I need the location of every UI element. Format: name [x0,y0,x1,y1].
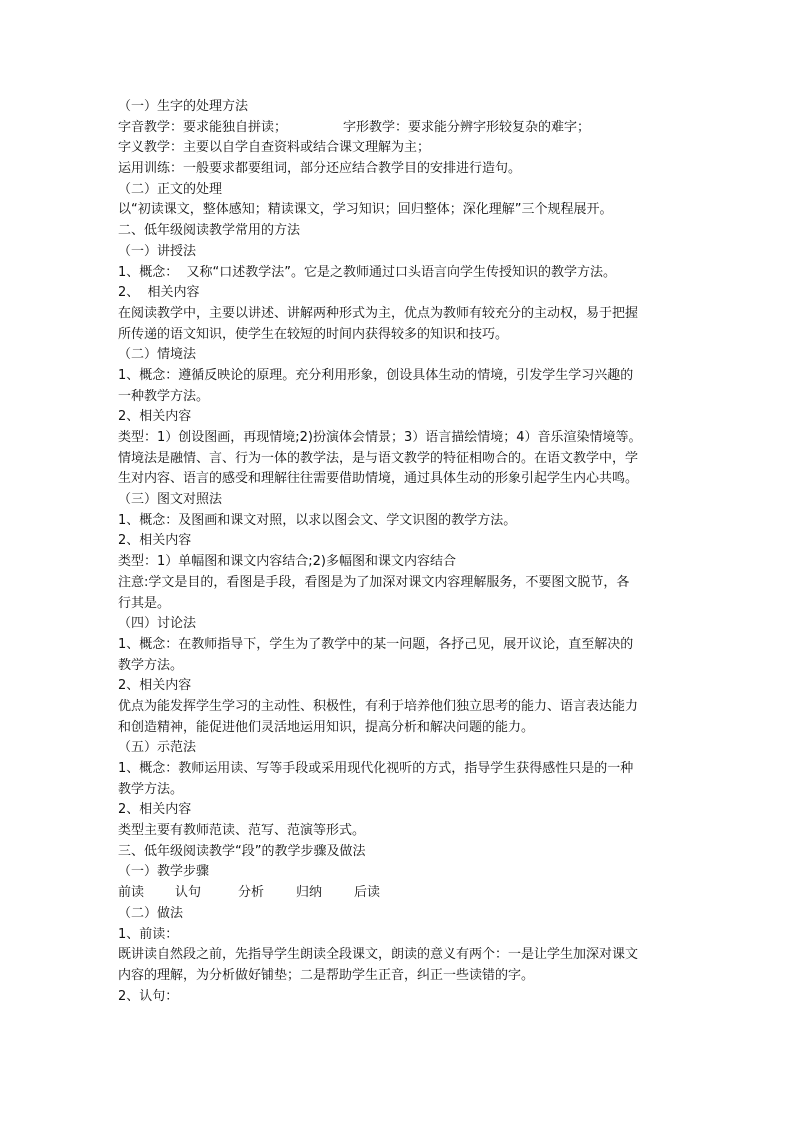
section-heading: （五）示范法 [118,740,197,756]
subheading: 2、 相关内容 [118,285,200,301]
section-heading: （四）讨论法 [118,616,197,632]
section-heading: （三）图文对照法 [118,492,223,508]
text-line: 一种教学方法。 [118,388,210,404]
text-line: 以“初读课文，整体感知；精读课文，学习知识；回归整体；深化理解”三个规程展开。 [118,202,613,218]
chapter-heading: 三、低年级阅读教学“段”的教学步骤及做法 [118,843,366,859]
step-item: 前读 [118,885,145,901]
subheading: 2、相关内容 [118,533,192,549]
step-item: 归纳 [296,885,323,901]
text-line: 1、概念：教师运用读、写等手段或采用现代化视听的方式，指导学生获得感性只是的一种 [118,761,634,776]
text-line: 所传递的语文知识，使学生在较短的时间内获得较多的知识和技巧。 [118,326,509,342]
chapter-heading: 二、低年级阅读教学常用的方法 [118,223,301,239]
document-page [118,97,688,1007]
text-line: 1、概念：及图画和课文对照，以求以图会文、学文识图的教学方法。 [118,512,517,528]
text-line: 运用训练：一般要求都要组词，部分还应结合教学目的安排进行造句。 [118,161,522,177]
subheading: 2、相关内容 [118,802,192,818]
text-line: 既讲读自然段之前，先指导学生朗读全段课文，朗读的意义有两个：一是让学生加深对课文 [118,947,639,963]
text-line: 教学方法。 [118,657,184,673]
section-heading: （二）做法 [118,905,184,921]
subheading: 2、相关内容 [118,409,192,425]
text-line: 1、概念： 又称“口述教学法”。它是之教师通过口头语言向学生传授知识的教学方法。 [118,264,617,280]
section-heading: （一）讲授法 [118,243,197,259]
text-line: 字形教学：要求能分辨字形较复杂的难字； [343,119,591,135]
subheading: 2、相关内容 [118,678,192,694]
paired-line [118,118,688,139]
section-heading: （一）生字的处理方法 [118,99,249,114]
text-line: 注意:学文是目的，看图是手段，看图是为了加深对课文内容理解服务，不要图文脱节，各 [118,574,630,590]
teaching-steps [118,883,688,904]
subheading: 2、认句： [118,988,179,1004]
text-line: 字音教学：要求能独自拼读； [118,119,288,135]
section-heading: （一）教学步骤 [118,864,210,880]
text-line: 在阅读教学中，主要以讲述、讲解两种形式为主，优点为教师有较充分的主动权，易于把握 [118,305,639,321]
text-line: 类型：1）单幅图和课文内容结合;2)多幅图和课文内容结合 [118,554,456,570]
text-line: 类型主要有教师范读、范写、范演等形式。 [118,823,366,839]
text-line: 字义教学：主要以自学自查资料或结合课文理解为主； [118,140,431,156]
subheading: 1、前读： [118,926,179,942]
step-item: 分析 [238,885,265,901]
section-heading: （二）正文的处理 [118,181,223,197]
text-line: 类型：1）创设图画，再现情境;2)扮演体会情景；3）语言描绘情境；4）音乐渲染情境等。 [118,430,642,445]
section-heading: （二）情境法 [118,347,197,363]
text-line: 和创造精神，能促进他们灵活地运用知识，提高分析和解决问题的能力。 [118,719,535,735]
text-line: 教学方法。 [118,781,184,797]
step-item: 后读 [354,885,381,901]
text-line: 1、概念：遵循反映论的原理。充分利用形象，创设具体生动的情境，引发学生学习兴趣的 [118,367,634,383]
text-line: 行其是。 [118,595,171,611]
text-line: 内容的理解，为分析做好铺垫；二是帮助学生正音，纠正一些读错的字。 [118,967,535,983]
text-line: 优点为能发挥学生学习的主动性、积极性，有利于培养他们独立思考的能力、语言表达能力 [118,698,639,714]
text-line: 情境法是融情、言、行为一体的教学法，是与语文教学的特征相吻合的。在语文教学中，学 [118,450,639,466]
step-item: 认句 [175,885,202,901]
text-line: 1、概念：在教师指导下，学生为了教学中的某一问题，各抒己见，展开议论，直至解决的 [118,636,634,652]
text-line: 生对内容、语言的感受和理解往往需要借助情境，通过具体生动的形象引起学生内心共鸣。 [118,471,639,487]
